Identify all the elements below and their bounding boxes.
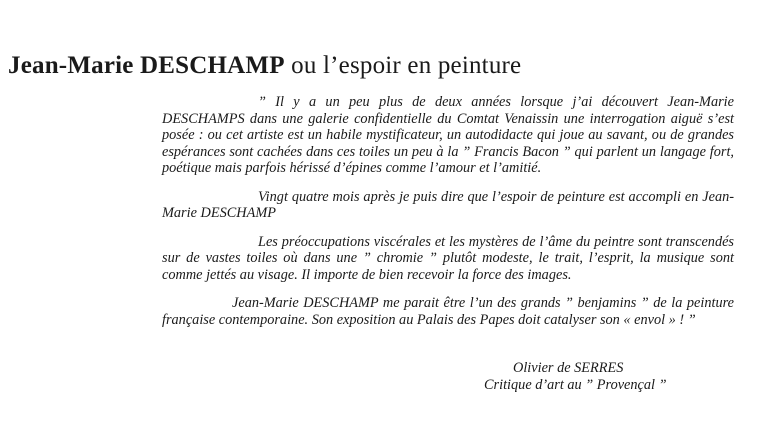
signature-name: Olivier de SERRES — [513, 360, 624, 376]
paragraph-accomplished: Vingt quatre mois après je puis dire que l’espoir de peinture est accompli en Jean-Marie DESCHAMP — [162, 188, 734, 221]
paragraph-benjamins: Jean-Marie DESCHAMP me parait être l’un des grands ” benjamins ” de la peinture française contemporaine. Son exposition au Palais des Papes doit catalyser son « envol » ! ” — [162, 295, 734, 328]
title-subtitle: ou l’espoir en peinture — [291, 52, 522, 79]
signature-role: Critique d’art au ” Provençal ” — [484, 377, 667, 393]
page-title — [8, 52, 521, 80]
article-body — [162, 94, 734, 340]
title-artist-name: Jean-Marie DESCHAMP — [8, 52, 285, 79]
paragraph-discovery: ” Il y a un peu plus de deux années lorsque j’ai découvert Jean-Marie DESCHAMPS dans une galerie confidentielle du Comtat Venaissin une interrogation aiguë s’est posée : ou cet artiste est un habile mystificateur, un autodidacte qui joue au savant, ou de grandes espérances sont cachées dans ces toiles un peu à la ” Francis Bacon ” qui parlent un langage fort, poétique mais parfois hérissé d’épines comme l’amour et l’amitié. — [162, 94, 734, 176]
paragraph-preoccupations: Les préoccupations viscérales et les mystères de l’âme du peintre sont transcendés sur de vastes toiles où dans une ” chromie ” plutôt modeste, le trait, l’esprit, la musique sont comme jettés au visage. Il importe de bien recevoir la force des images. — [162, 233, 734, 283]
